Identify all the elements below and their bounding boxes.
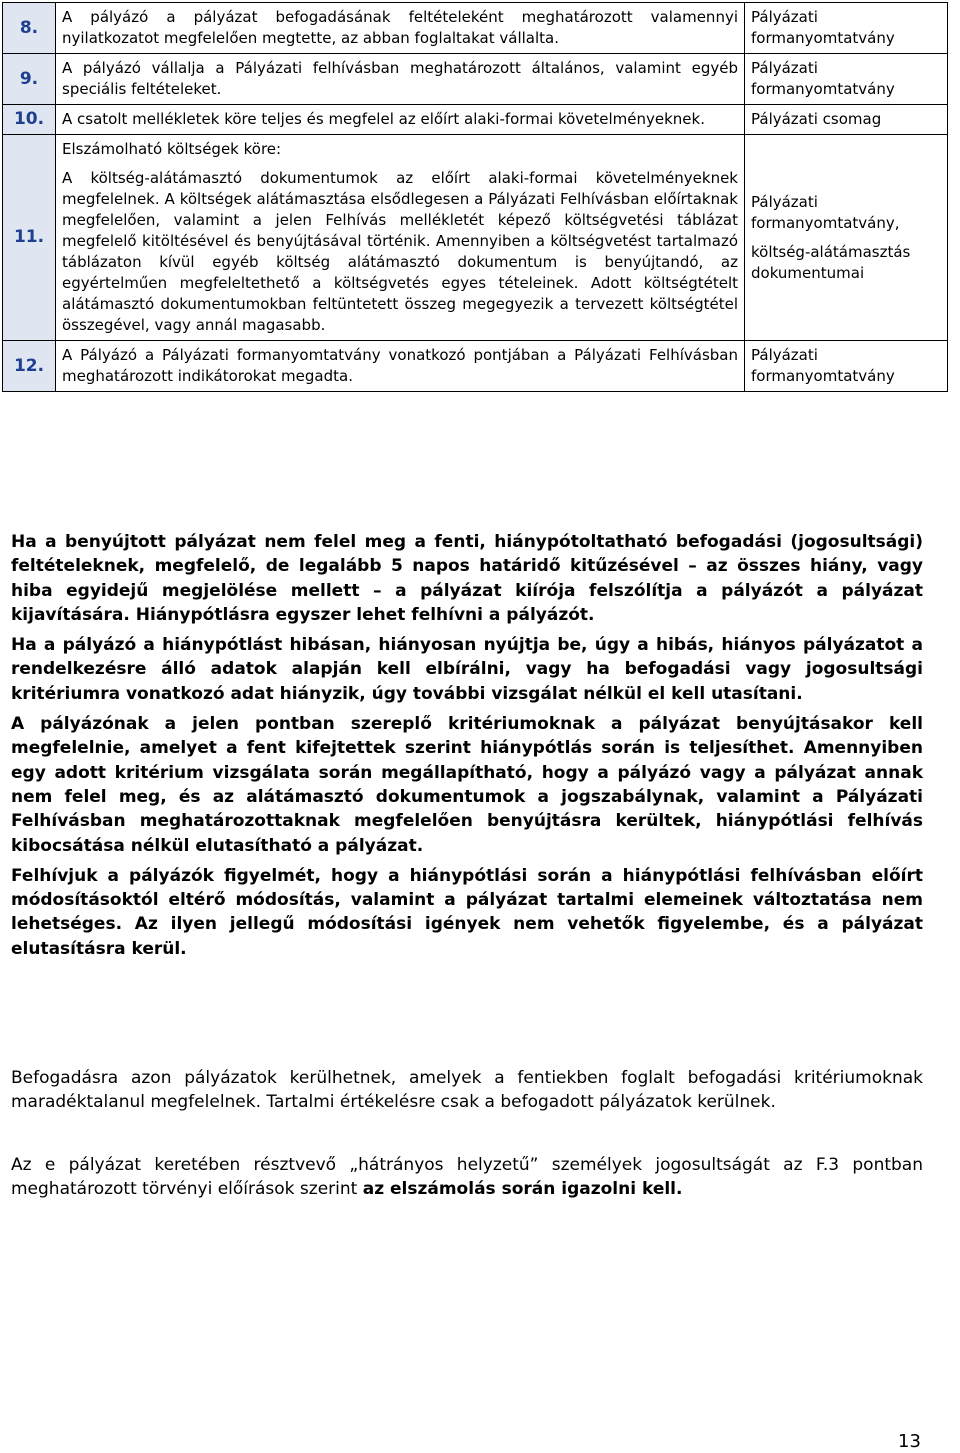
row-number: 9. — [3, 54, 56, 105]
table-row — [3, 341, 948, 392]
row-description: A Pályázó a Pályázati formanyomtatvány vonatkozó pontjában a Pályázati Felhívásban meghatározott indikátorokat megadta. — [56, 341, 745, 392]
paragraph-hatranyos-helyzetu — [11, 1153, 923, 1202]
row-source-secondary: költség-alátámasztás dokumentumai — [751, 242, 911, 282]
row-description: A pályázó a pályázat befogadásának feltételeként meghatározott valamennyi nyilatkozatot megfelelően megtette, az abban foglaltakat vállalta. — [56, 3, 745, 54]
paragraph-figyelem: Felhívjuk a pályázók figyelmét, hogy a hiánypótlási során a hiánypótlási felhívásban előírt módosításoktól eltérő módosítás, valamint a pályázat tartalmi elemeinek változtatása nem lehetséges. Az ilyen jellegű módosítási igények nem vehetők figyelembe, és a pályázat elutasításra kerül. — [11, 865, 923, 959]
paragraph-hianypotlas: Ha a benyújtott pályázat nem felel meg a fenti, hiánypótoltatható befogadási (jogosultsági) feltételeknek, megfelelő, de legalább 5 napos határidő kitűzésével – az összes hiány, vagy hiba egyidejű megjelölése mellett – a pályázat kiírója felszólítja a pályázót a pályázat kijavítására. Hiánypótlásra egyszer lehet felhívni a pályázót. — [11, 532, 923, 625]
criteria-table — [2, 2, 948, 392]
row-heading: Elszámolható költségek köre: — [62, 140, 282, 158]
row-source: Pályázati formanyomtatvány — [745, 3, 948, 54]
row-description-block — [56, 135, 745, 341]
paragraph-hibas-hianypotlas: Ha a pályázó a hiánypótlást hibásan, hiányosan nyújtja be, úgy a hibás, hiányos pályázatot a rendelkezésre álló adatok alapján kell elbírálni, vagy ha befogadási vagy jogosultsági kritériumra vonatkozó adat hiányzik, úgy további vizsgálat nélkül el kell utasítani. — [11, 635, 923, 704]
table-row — [3, 54, 948, 105]
page-number: 13 — [898, 1431, 921, 1452]
row-source: Pályázati formanyomtatvány — [745, 54, 948, 105]
row-source: Pályázati csomag — [745, 105, 948, 135]
body-text — [11, 530, 923, 967]
paragraph-hatranyos-bold: az elszámolás során igazolni kell. — [362, 1178, 683, 1199]
body-text-secondary — [11, 1066, 923, 1207]
row-number: 12. — [3, 341, 56, 392]
paragraph-kriteriumok: A pályázónak a jelen pontban szereplő kritériumoknak a pályázat benyújtásakor kell megfelelnie, amelyet a fent kifejtettek szerint hiánypótlás során is teljesíthet. Amennyiben egy adott kritérium vizsgálata során megállapítható, hogy a pályázó vagy a pályázat annak nem felel meg, és az alátámasztó dokumentumok a jogszabálynak, valamint a Pályázati Felhívásban meghatározottaknak megfelelően benyújtásra kerültek, hiánypótlási felhívás kibocsátása nélkül elutasítható a pályázat. — [11, 714, 923, 856]
row-description: A költség-alátámasztó dokumentumok az előírt alaki-formai követelményeknek megfelelnek. A költségek alátámasztása elsődlegesen a Pályázati Felhívásban előírtaknak megfelelően, valamint a jelen Felhívás mellékletét képező költségvetési táblázat megfelelő kitöltésével és benyújtásával történik. Amennyiben a költségvetést tartalmazó táblázaton kívül egyéb költség alátámasztó dokumentum is benyújtandó, az egyértelműen megfeleltethető a költségvetés egyes tételeinek. Adott költségtételt alátámasztó dokumentumokban feltüntetett összeg megegyezik a tervezett költségtétel összegével, vagy annál magasabb. — [62, 169, 738, 334]
row-number: 8. — [3, 3, 56, 54]
paragraph-hatranyos-text: Az e pályázat keretében résztvevő „hátrányos helyzetű” személyek jogosultságát az F.3 pontban meghatározott törvényi előírások szerint — [11, 1154, 923, 1199]
paragraph-befogadas: Befogadásra azon pályázatok kerülhetnek, amelyek a fentiekben foglalt befogadási kritériumoknak maradéktalanul megfelelnek. Tartalmi értékelésre csak a befogadott pályázatok kerülnek. — [11, 1068, 923, 1113]
row-number: 10. — [3, 105, 56, 135]
row-number: 11. — [3, 135, 56, 341]
row-source: Pályázati formanyomtatvány, — [751, 192, 900, 232]
row-source: Pályázati formanyomtatvány — [745, 341, 948, 392]
row-description: A csatolt mellékletek köre teljes és megfelel az előírt alaki-formai követelményeknek. — [56, 105, 745, 135]
table-row — [3, 105, 948, 135]
table-row — [3, 135, 948, 341]
table-row — [3, 3, 948, 54]
row-source-block — [745, 135, 948, 341]
row-description: A pályázó vállalja a Pályázati felhívásban meghatározott általános, valamint egyéb speciális feltételeket. — [56, 54, 745, 105]
